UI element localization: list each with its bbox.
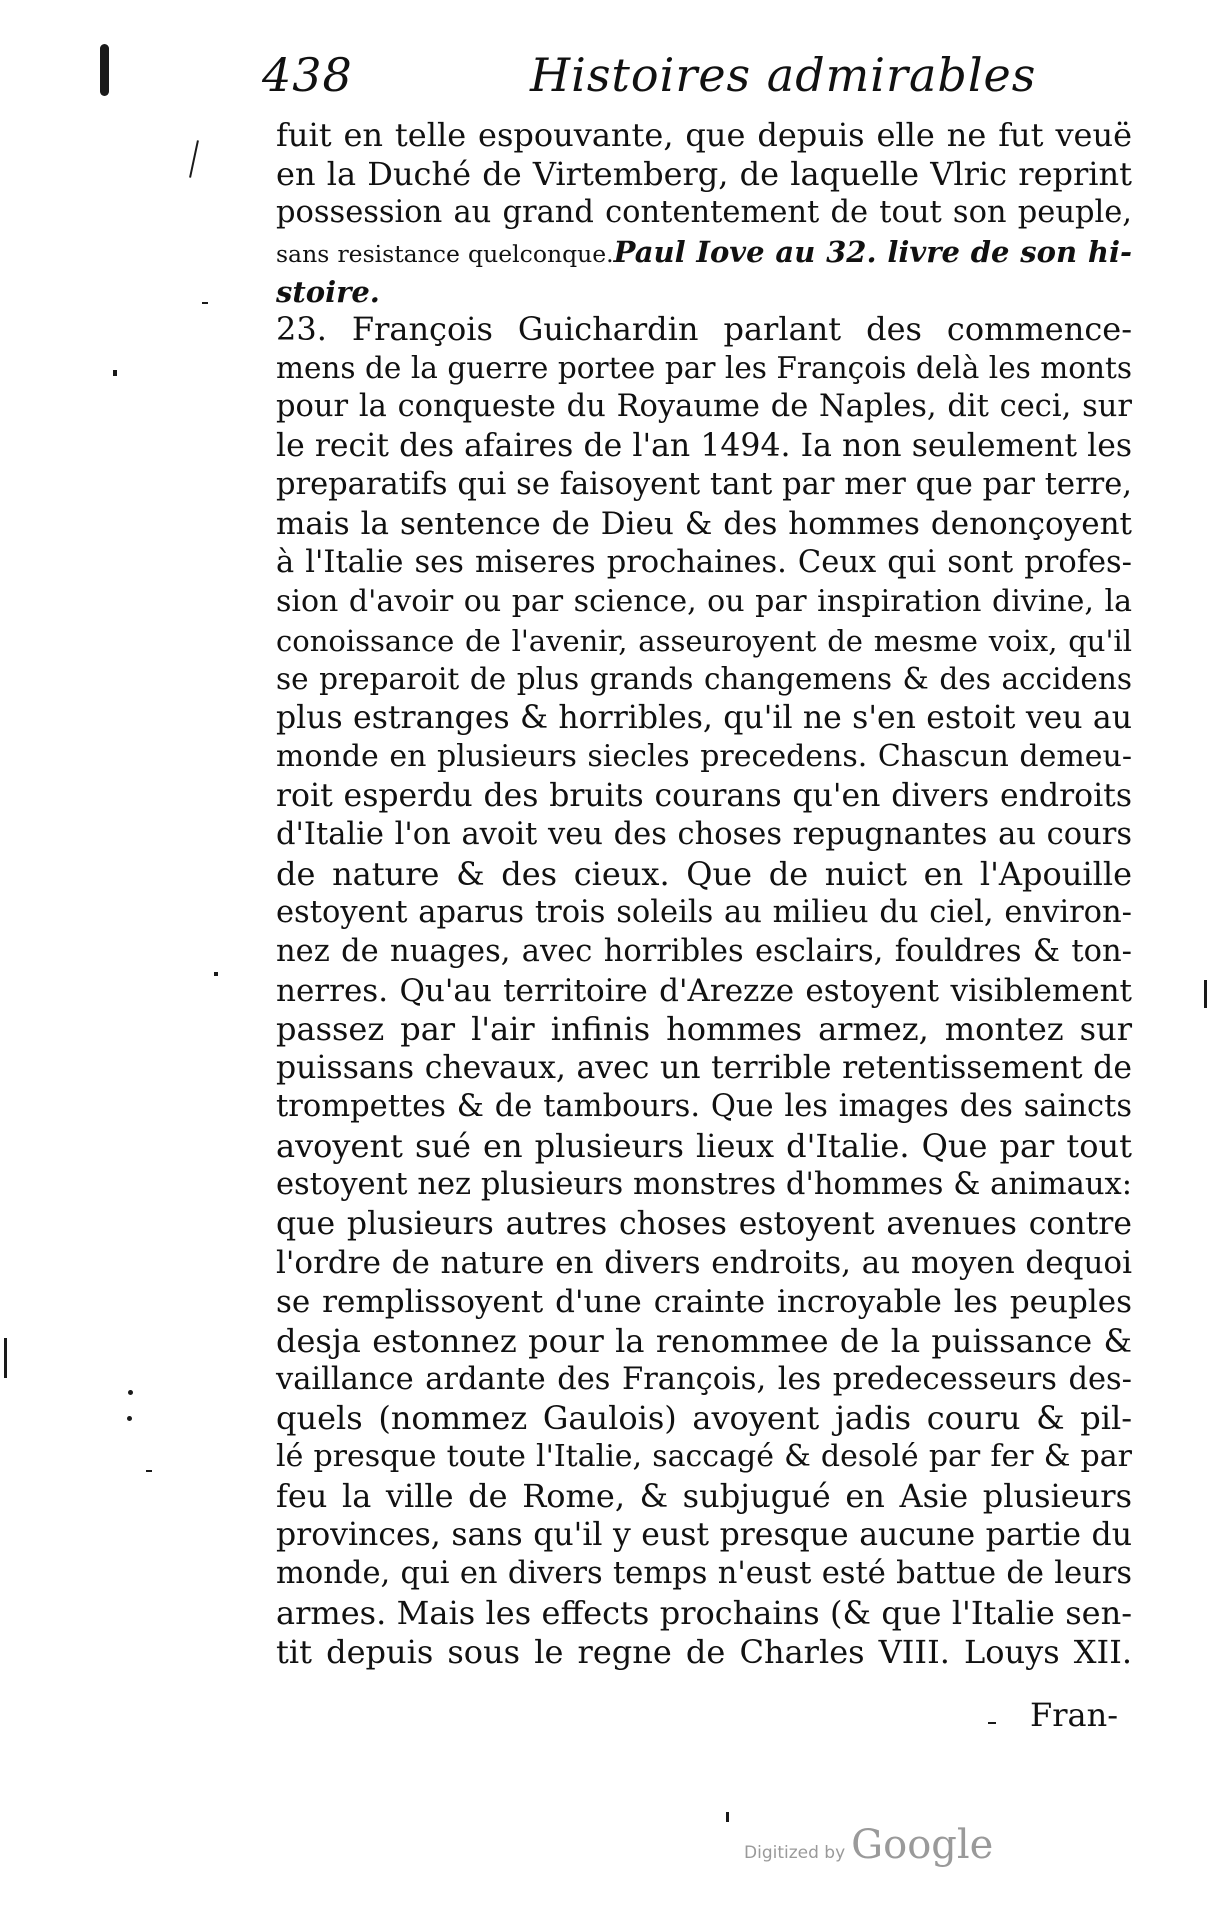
text-line: mens de la guerre portee par les François delà les monts [276, 351, 1132, 386]
text-line: roit esperdu des bruits courans qu'en divers endroits [276, 778, 1132, 815]
citation: Paul Iove au 32. livre de son hi- [613, 234, 1132, 269]
text-line: mais la sentence de Dieu & des hommes denonçoyent [276, 505, 1132, 542]
paragraph-start: 23. François Guichardin parlant des commence- [276, 310, 1132, 349]
text-line: le recit des afaires de l'an 1494. Ia non seulement les [276, 428, 1132, 465]
text-line: tit depuis sous le regne de Charles VIII. Louys XII. [276, 1632, 1132, 1671]
text-line: monde, qui en divers temps n'eust esté battue de leurs [276, 1555, 1132, 1591]
body-text [276, 116, 1132, 1672]
text-line [276, 233, 1132, 272]
text-line: se preparoit de plus grands changemens & des accidens [276, 662, 1132, 697]
page-number: 438 [262, 48, 353, 102]
citation-end: stoire. [276, 274, 380, 309]
text-line: provinces, sans qu'il y eust presque aucune partie du [276, 1517, 1132, 1554]
text-line: fuit en telle espouvante, que depuis elle ne fut veuë [276, 116, 1132, 154]
google-logo: Google [851, 1822, 994, 1868]
digitized-label: Digitized by [744, 1843, 846, 1863]
text-line: estoyent nez plusieurs monstres d'hommes & animaux: [276, 1167, 1132, 1203]
text-line: pour la conqueste du Royaume de Naples, dit ceci, sur [276, 389, 1132, 425]
page-header [262, 48, 1132, 108]
margin-speck [128, 1390, 133, 1395]
text-line: avoyent sué en plusieurs lieux d'Italie. Que par tout [276, 1127, 1132, 1166]
margin-speck [113, 370, 117, 376]
text-line: d'Italie l'on avoit veu des choses repugnantes au cours [276, 817, 1132, 853]
margin-ink-blot [100, 44, 109, 96]
margin-speck [202, 302, 208, 304]
text-line: sion d'avoir ou par science, ou par inspiration divine, la [276, 583, 1132, 619]
margin-speck [127, 1416, 132, 1421]
margin-speck [214, 972, 218, 976]
text-line: preparatifs qui se faisoyent tant par mer que par terre, [276, 467, 1132, 503]
text-line: estoyent aparus trois soleils au milieu du ciel, environ- [276, 894, 1132, 930]
text-line: passez par l'air infinis hommes armez, montez sur [276, 1010, 1132, 1049]
text-line-start: sans resistance quelconque. [276, 239, 614, 268]
text-line: conoissance de l'avenir, asseuroyent de mesme voix, qu'il [276, 623, 1132, 658]
text-line: monde en plusieurs siecles precedens. Chascun demeu- [276, 739, 1132, 775]
text-line: l'ordre de nature en divers endroits, au moyen dequoi [276, 1244, 1132, 1281]
margin-speck [726, 1812, 729, 1822]
text-line [276, 272, 1132, 311]
text-line: nez de nuages, avec horribles esclairs, fouldres & ton- [276, 933, 1132, 969]
text-line: armes. Mais les effects prochains (& que l'Italie sen- [276, 1593, 1132, 1632]
margin-speck [1204, 980, 1207, 1008]
text-line: se remplissoyent d'une crainte incroyable les peuples [276, 1283, 1132, 1320]
text-line: quels (nommez Gaulois) avoyent jadis couru & pil- [276, 1399, 1132, 1438]
margin-speck [146, 1470, 152, 1472]
margin-speck [4, 1338, 7, 1378]
text-line: plus estranges & horribles, qu'il ne s'en estoit veu au [276, 700, 1132, 737]
running-title: Histoires admirables [530, 48, 1037, 102]
catchword: Fran- [1030, 1696, 1118, 1734]
margin-bracket-mark [189, 140, 199, 178]
text-line: en la Duché de Virtemberg, de laquelle Vlric reprint [276, 154, 1132, 193]
text-line: trompettes & de tambours. Que les images des saincts [276, 1089, 1132, 1125]
text-line: à l'Italie ses miseres prochaines. Ceux qui sont profes- [276, 544, 1132, 580]
text-line: desja estonnez pour la renommee de la puissance & [276, 1321, 1132, 1360]
text-line: feu la ville de Rome, & subjugué en Asie plusieurs [276, 1477, 1132, 1516]
text-line: vaillance ardante des François, les predecesseurs des- [276, 1361, 1132, 1397]
margin-speck [988, 1722, 996, 1724]
text-line: possession au grand contentement de tout son peuple, [276, 194, 1132, 230]
text-line: de nature & des cieux. Que de nuict en l'Apouille [276, 854, 1132, 893]
text-line: nerres. Qu'au territoire d'Arezze estoyent visiblement [276, 972, 1132, 1009]
text-line: lé presque toute l'Italie, saccagé & desolé par fer & par [276, 1439, 1132, 1475]
digitized-watermark [744, 1822, 993, 1870]
text-line: puissans chevaux, avec un terrible retentissement de [276, 1050, 1132, 1087]
text-line: que plusieurs autres choses estoyent avenues contre [276, 1205, 1132, 1242]
